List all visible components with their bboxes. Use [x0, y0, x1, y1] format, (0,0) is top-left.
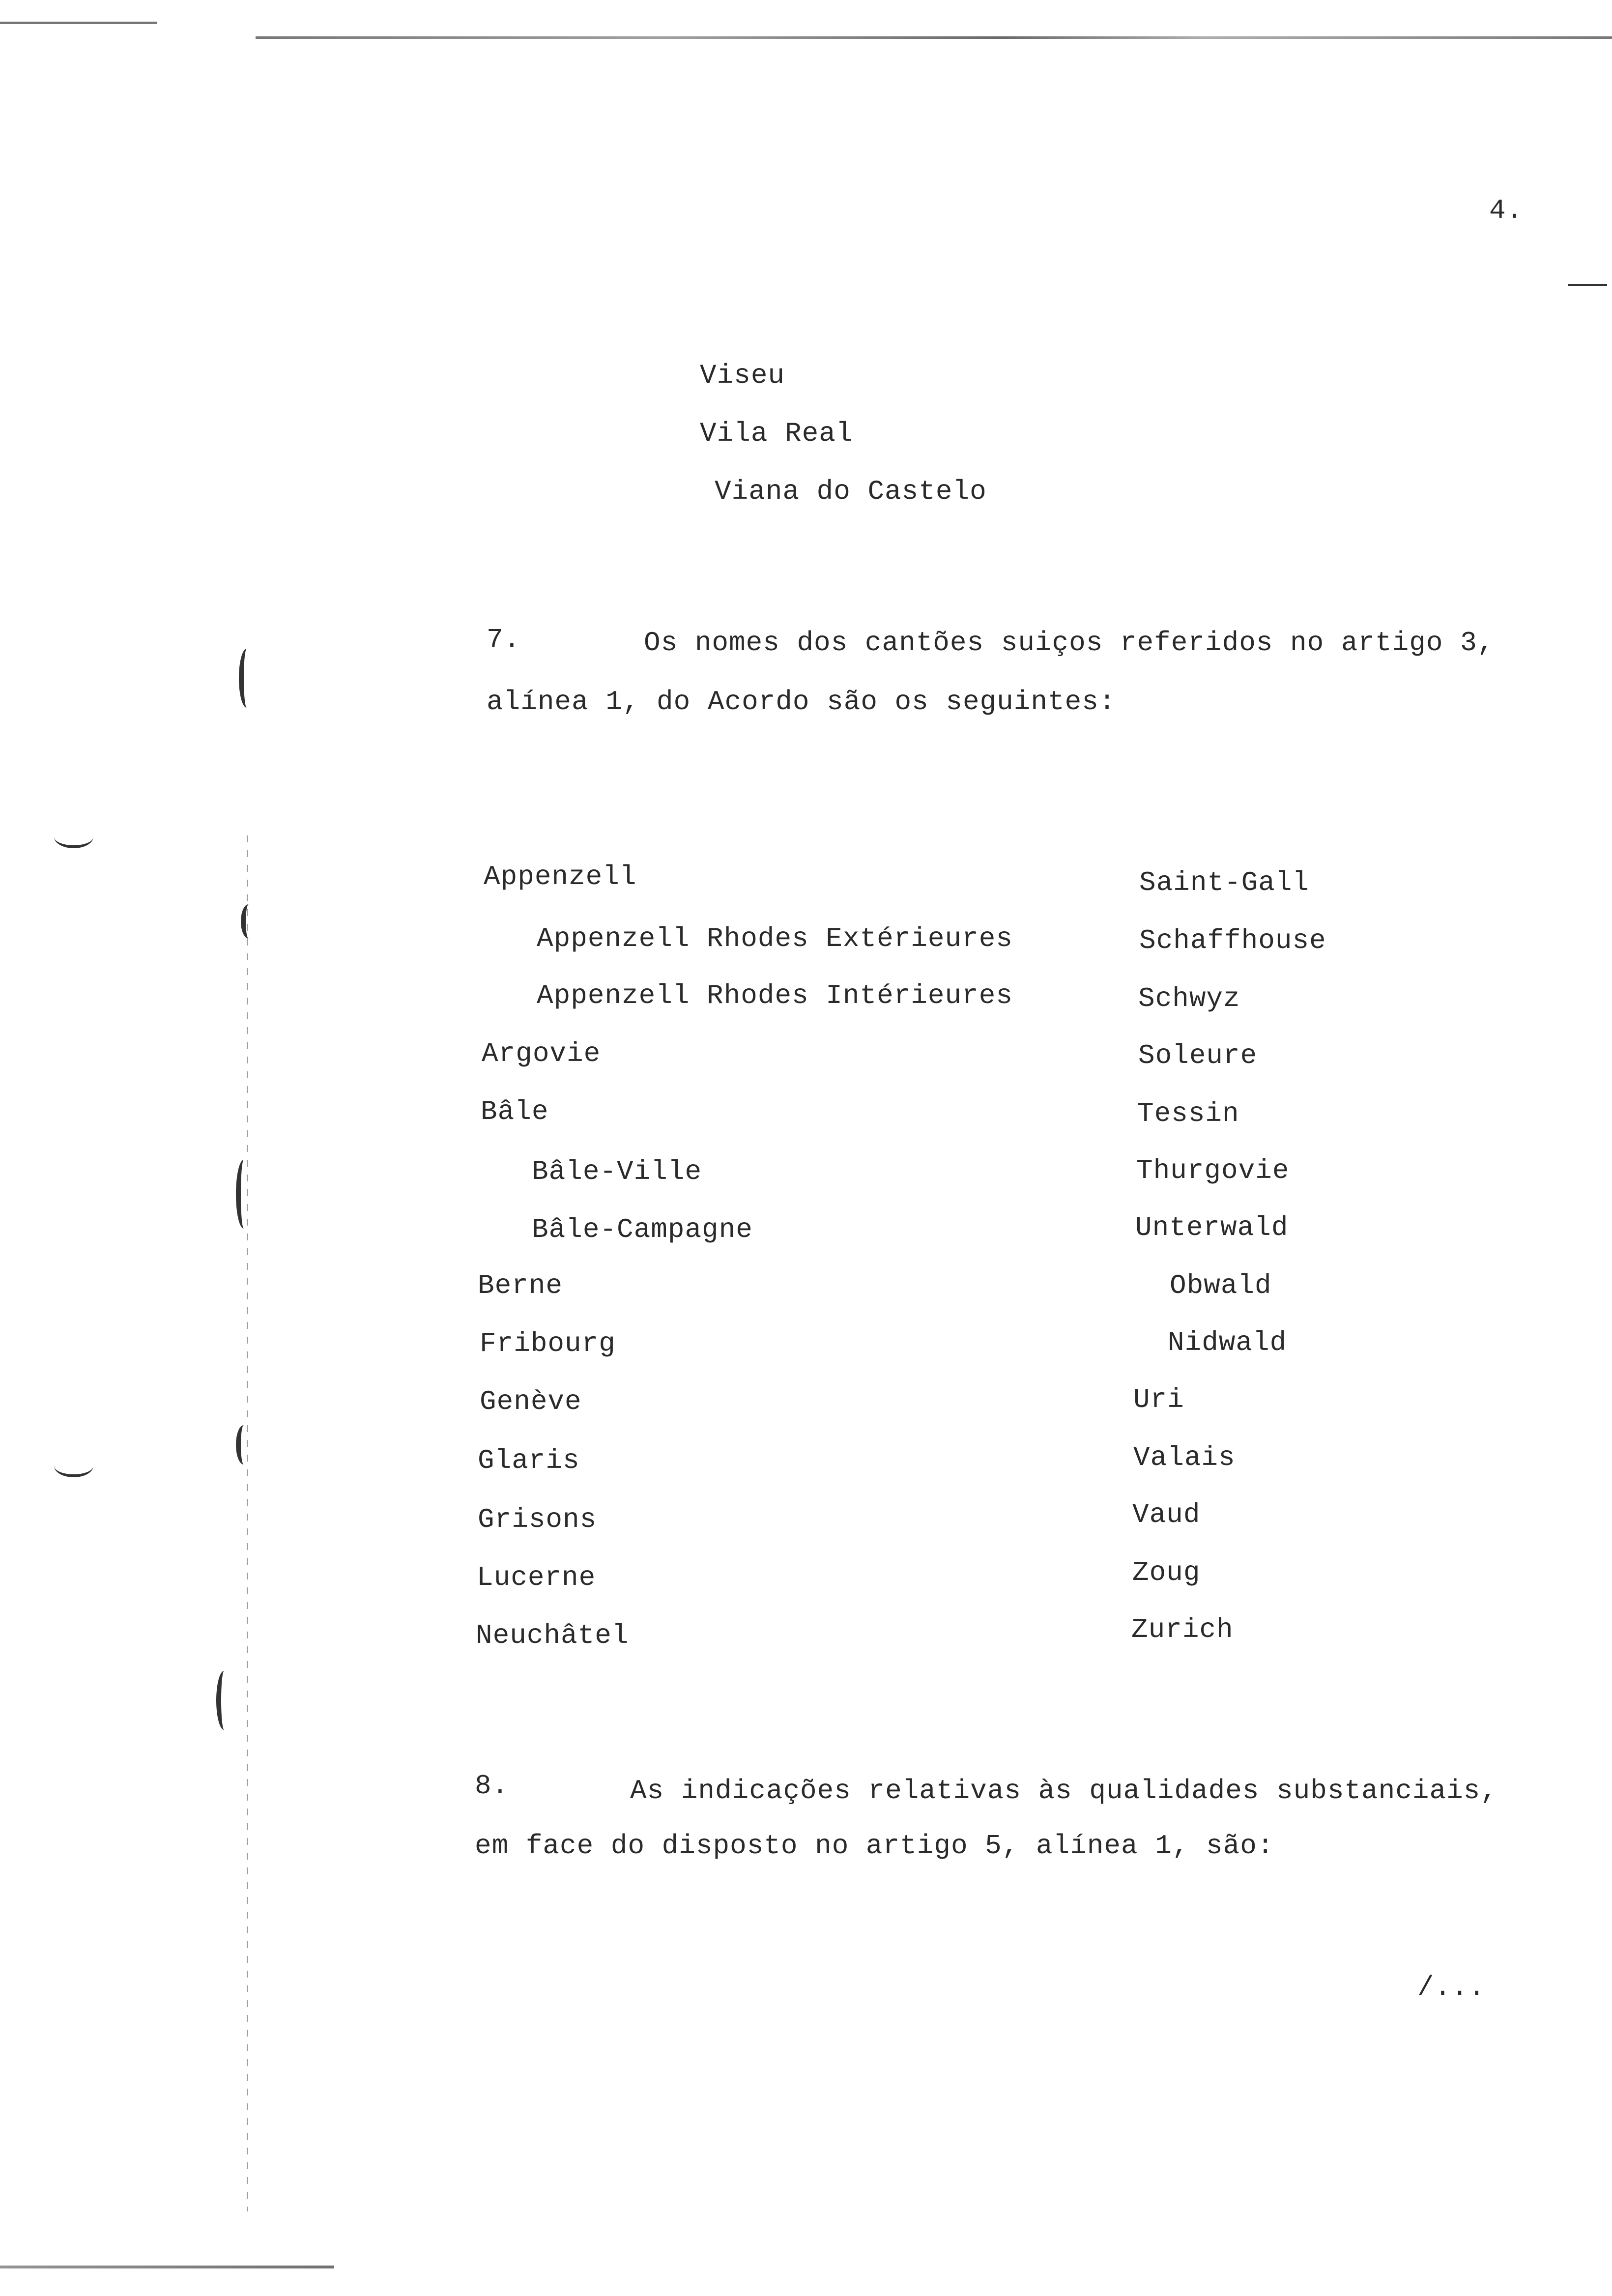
punch-hole-mark — [239, 649, 255, 708]
scan-mark-right — [1568, 284, 1607, 286]
canton-item: Schaffhouse — [1139, 925, 1326, 956]
canton-item: Schwyz — [1138, 983, 1240, 1014]
punch-hole-mark — [241, 904, 257, 939]
section-8-text-line1: As indicações relativas às qualidades substanciais, — [630, 1775, 1497, 1807]
canton-item: Berne — [478, 1270, 563, 1301]
canton-item: Glaris — [478, 1445, 580, 1476]
canton-item: Obwald — [1170, 1270, 1272, 1301]
section-7-text-line1: Os nomes dos cantões suiços referidos no artigo 3, — [644, 627, 1495, 659]
section-8-text-line2: em face do disposto no artigo 5, alínea 1, são: — [475, 1830, 1274, 1862]
section-7-number: 7. — [487, 624, 521, 656]
canton-item: Thurgovie — [1136, 1155, 1290, 1186]
scan-arc-mark — [54, 826, 93, 848]
page-number: 4. — [1489, 195, 1524, 226]
canton-item: Saint-Gall — [1139, 867, 1310, 898]
scan-arc-mark — [54, 1455, 93, 1477]
canton-item: Neuchâtel — [476, 1620, 629, 1651]
canton-item: Tessin — [1137, 1098, 1239, 1129]
canton-item: Appenzell Rhodes Intérieures — [537, 980, 1013, 1011]
canton-item: Fribourg — [480, 1328, 616, 1359]
punch-hole-mark — [236, 1160, 252, 1229]
canton-item: Bâle-Campagne — [532, 1214, 753, 1245]
canton-item: Nidwald — [1168, 1327, 1287, 1358]
punch-hole-mark — [236, 1425, 252, 1464]
canton-item: Zoug — [1132, 1557, 1201, 1588]
binding-margin-line — [247, 835, 248, 2211]
canton-item: Appenzell Rhodes Extérieures — [537, 923, 1013, 954]
scan-edge-bottom — [0, 2266, 334, 2268]
canton-item: Bâle-Ville — [532, 1156, 702, 1187]
canton-item: Argovie — [482, 1038, 601, 1069]
canton-item: Soleure — [1138, 1040, 1258, 1071]
canton-item: Zurich — [1131, 1614, 1234, 1645]
canton-item: Uri — [1133, 1384, 1184, 1415]
canton-item: Valais — [1133, 1442, 1236, 1473]
canton-item: Bâle — [481, 1096, 549, 1127]
punch-hole-mark — [216, 1671, 232, 1730]
scan-edge-top — [256, 36, 1612, 39]
scan-edge-left — [0, 22, 157, 24]
continuation-mark: /... — [1417, 1972, 1486, 2003]
canton-item: Grisons — [478, 1504, 597, 1535]
canton-item: Vaud — [1132, 1499, 1201, 1530]
canton-item: Lucerne — [477, 1562, 596, 1593]
district-item: Vila Real — [700, 418, 853, 449]
section-8-number: 8. — [475, 1770, 509, 1802]
district-item: Viana do Castelo — [715, 476, 987, 507]
canton-item: Unterwald — [1135, 1212, 1289, 1243]
canton-item: Appenzell — [484, 861, 637, 892]
district-item: Viseu — [700, 360, 785, 391]
canton-item: Genève — [480, 1386, 582, 1417]
section-7-text-line2: alínea 1, do Acordo são os seguintes: — [487, 686, 1116, 718]
